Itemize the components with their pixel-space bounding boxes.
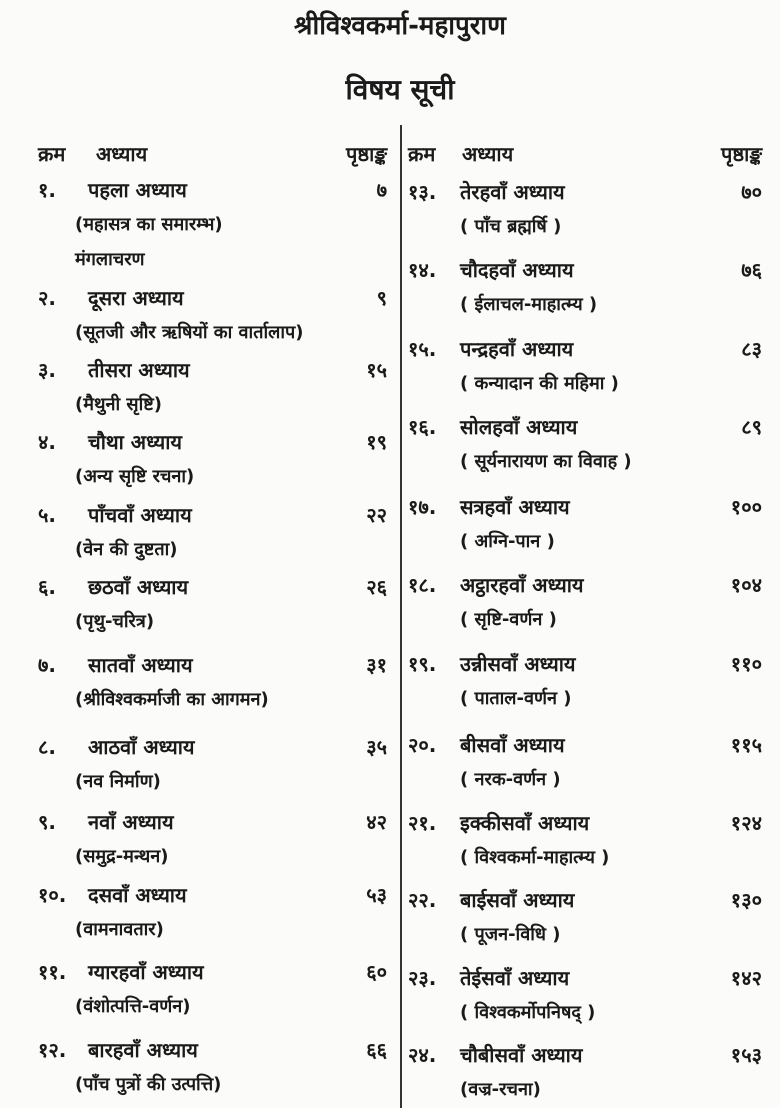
chapter-subtitle: ( विश्वकर्मोपनिषद् ) <box>460 1002 596 1023</box>
chapter-page: ६६ <box>366 1038 387 1062</box>
chapter-subtitle: (मैथुनी सृष्टि) <box>75 394 162 415</box>
chapter-number: १६. <box>408 415 437 439</box>
chapter-subtitle: (वज्र-रचना) <box>460 1079 541 1100</box>
chapter-subtitle: (वेन की दुष्टता) <box>75 539 178 560</box>
chapter-page: २६ <box>366 575 387 599</box>
chapter-title: अट्ठारहवाँ अध्याय <box>460 573 584 597</box>
chapter-page: ३१ <box>366 653 387 677</box>
chapter-subtitle: ( पूजन-विधि ) <box>460 924 561 945</box>
chapter-page: ९ <box>376 286 387 310</box>
chapter-page: ११५ <box>730 733 762 757</box>
chapter-title: सत्रहवाँ अध्याय <box>460 495 570 519</box>
chapter-number: २२. <box>408 888 437 912</box>
chapter-subtitle: ( विश्वकर्मा-माहात्म्य ) <box>460 847 610 868</box>
chapter-title: बाईसवाँ अध्याय <box>460 888 575 912</box>
chapter-number: २०. <box>408 733 437 757</box>
chapter-title: नवाँ अध्याय <box>88 810 174 834</box>
chapter-title: सोलहवाँ अध्याय <box>460 415 578 439</box>
chapter-number: ११. <box>38 960 67 984</box>
chapter-page: २२ <box>366 503 387 527</box>
chapter-number: १. <box>38 178 56 202</box>
chapter-page: १९ <box>366 430 387 454</box>
chapter-title: ग्यारहवाँ अध्याय <box>88 960 204 984</box>
chapter-subtitle: (सूतजी और ऋषियों का वार्तालाप) <box>75 322 304 343</box>
chapter-subtitle: (पाँच पुत्रों की उत्पत्ति) <box>75 1074 222 1095</box>
chapter-title: दसवाँ अध्याय <box>88 883 187 907</box>
chapter-title: छठवाँ अध्याय <box>88 575 189 599</box>
chapter-number: १५. <box>408 337 437 361</box>
chapter-subtitle: (नव निर्माण) <box>75 771 161 792</box>
chapter-title: आठवाँ अध्याय <box>88 735 195 759</box>
chapter-number: १७. <box>408 495 437 519</box>
chapter-page: ७० <box>741 180 762 204</box>
chapter-number: १८. <box>408 573 437 597</box>
chapter-page: १०४ <box>730 573 762 597</box>
chapter-subtitle: (अन्य सृष्टि रचना) <box>75 466 195 487</box>
chapter-number: १३. <box>408 180 437 204</box>
chapter-page: १०० <box>730 495 762 519</box>
chapter-subtitle: (वंशोत्पत्ति-वर्णन) <box>75 996 191 1017</box>
chapter-subtitle: ( पाँच ब्रह्मर्षि ) <box>460 216 562 237</box>
chapter-subtitle: (वामनावतार) <box>75 919 164 940</box>
chapter-page: ८९ <box>741 415 762 439</box>
chapter-subtitle: ( सृष्टि-वर्णन ) <box>460 609 557 630</box>
chapter-title: पाँचवाँ अध्याय <box>88 503 192 527</box>
chapter-number: २. <box>38 286 56 310</box>
chapter-page: ६० <box>366 960 387 984</box>
chapter-page: ११० <box>730 652 762 676</box>
chapter-subtitle: (महासत्र का समारम्भ) <box>75 214 223 235</box>
chapter-number: ६. <box>38 575 56 599</box>
chapter-number: ४. <box>38 430 56 454</box>
chapter-title: दूसरा अध्याय <box>88 286 184 310</box>
chapter-title: चौदहवाँ अध्याय <box>460 258 574 282</box>
chapter-page: ८३ <box>741 337 762 361</box>
chapter-number: १९. <box>408 652 437 676</box>
left-header-page: पृष्ठाङ्क <box>346 142 387 166</box>
chapter-page: ७ <box>376 178 387 202</box>
chapter-subtitle: (समुद्र-मन्थन) <box>75 846 169 867</box>
chapter-page: १३० <box>730 888 762 912</box>
chapter-subtitle: ( ईलाचल-माहात्म्य ) <box>460 294 598 315</box>
chapter-title: बीसवाँ अध्याय <box>460 733 565 757</box>
chapter-subtitle: ( कन्यादान की महिमा ) <box>460 373 619 394</box>
chapter-subtitle: ( नरक-वर्णन ) <box>460 769 561 790</box>
chapter-title: उन्नीसवाँ अध्याय <box>460 652 576 676</box>
chapter-title: इक्कीसवाँ अध्याय <box>460 811 590 835</box>
chapter-title: तेईसवाँ अध्याय <box>460 966 570 990</box>
chapter-subtitle: मंगलाचरण <box>75 249 145 270</box>
chapter-page: १२४ <box>730 811 762 835</box>
chapter-page: ५३ <box>366 883 387 907</box>
column-divider <box>400 125 402 1108</box>
right-header-page: पृष्ठाङ्क <box>721 142 762 166</box>
chapter-number: १०. <box>38 883 67 907</box>
chapter-title: बारहवाँ अध्याय <box>88 1038 198 1062</box>
chapter-number: ८. <box>38 735 56 759</box>
chapter-page: ३५ <box>366 735 387 759</box>
page-title: श्रीविश्वकर्मा-महापुराण <box>294 11 506 41</box>
chapter-subtitle: (श्रीविश्वकर्माजी का आगमन) <box>75 689 269 710</box>
chapter-page: १५ <box>366 358 387 382</box>
chapter-title: तेरहवाँ अध्याय <box>460 180 565 204</box>
chapter-number: १२. <box>38 1038 67 1062</box>
chapter-number: ९. <box>38 810 56 834</box>
left-header-chapter: अध्याय <box>96 142 148 166</box>
chapter-number: २४. <box>408 1043 437 1067</box>
chapter-page: १५३ <box>730 1043 762 1067</box>
right-header-serial: क्रम <box>408 142 436 166</box>
chapter-subtitle: ( सूर्यनारायण का विवाह ) <box>460 451 632 472</box>
chapter-page: १४२ <box>730 966 762 990</box>
left-header-serial: क्रम <box>38 142 66 166</box>
chapter-title: चौबीसवाँ अध्याय <box>460 1043 583 1067</box>
chapter-number: ७. <box>38 653 56 677</box>
chapter-subtitle: ( पाताल-वर्णन ) <box>460 688 572 709</box>
chapter-title: सातवाँ अध्याय <box>88 653 193 677</box>
chapter-title: पन्द्रहवाँ अध्याय <box>460 337 574 361</box>
chapter-number: २३. <box>408 966 437 990</box>
chapter-number: ५. <box>38 503 56 527</box>
chapter-number: १४. <box>408 258 437 282</box>
chapter-title: चौथा अध्याय <box>88 430 182 454</box>
chapter-title: पहला अध्याय <box>88 178 187 202</box>
chapter-subtitle: (पृथु-चरित्र) <box>75 611 155 632</box>
toc-heading: विषय सूची <box>345 73 455 106</box>
chapter-title: तीसरा अध्याय <box>88 358 190 382</box>
chapter-page: ७६ <box>741 258 762 282</box>
chapter-number: ३. <box>38 358 56 382</box>
right-header-chapter: अध्याय <box>462 142 514 166</box>
chapter-subtitle: ( अग्नि-पान ) <box>460 531 555 552</box>
chapter-number: २१. <box>408 811 437 835</box>
chapter-page: ४२ <box>366 810 387 834</box>
